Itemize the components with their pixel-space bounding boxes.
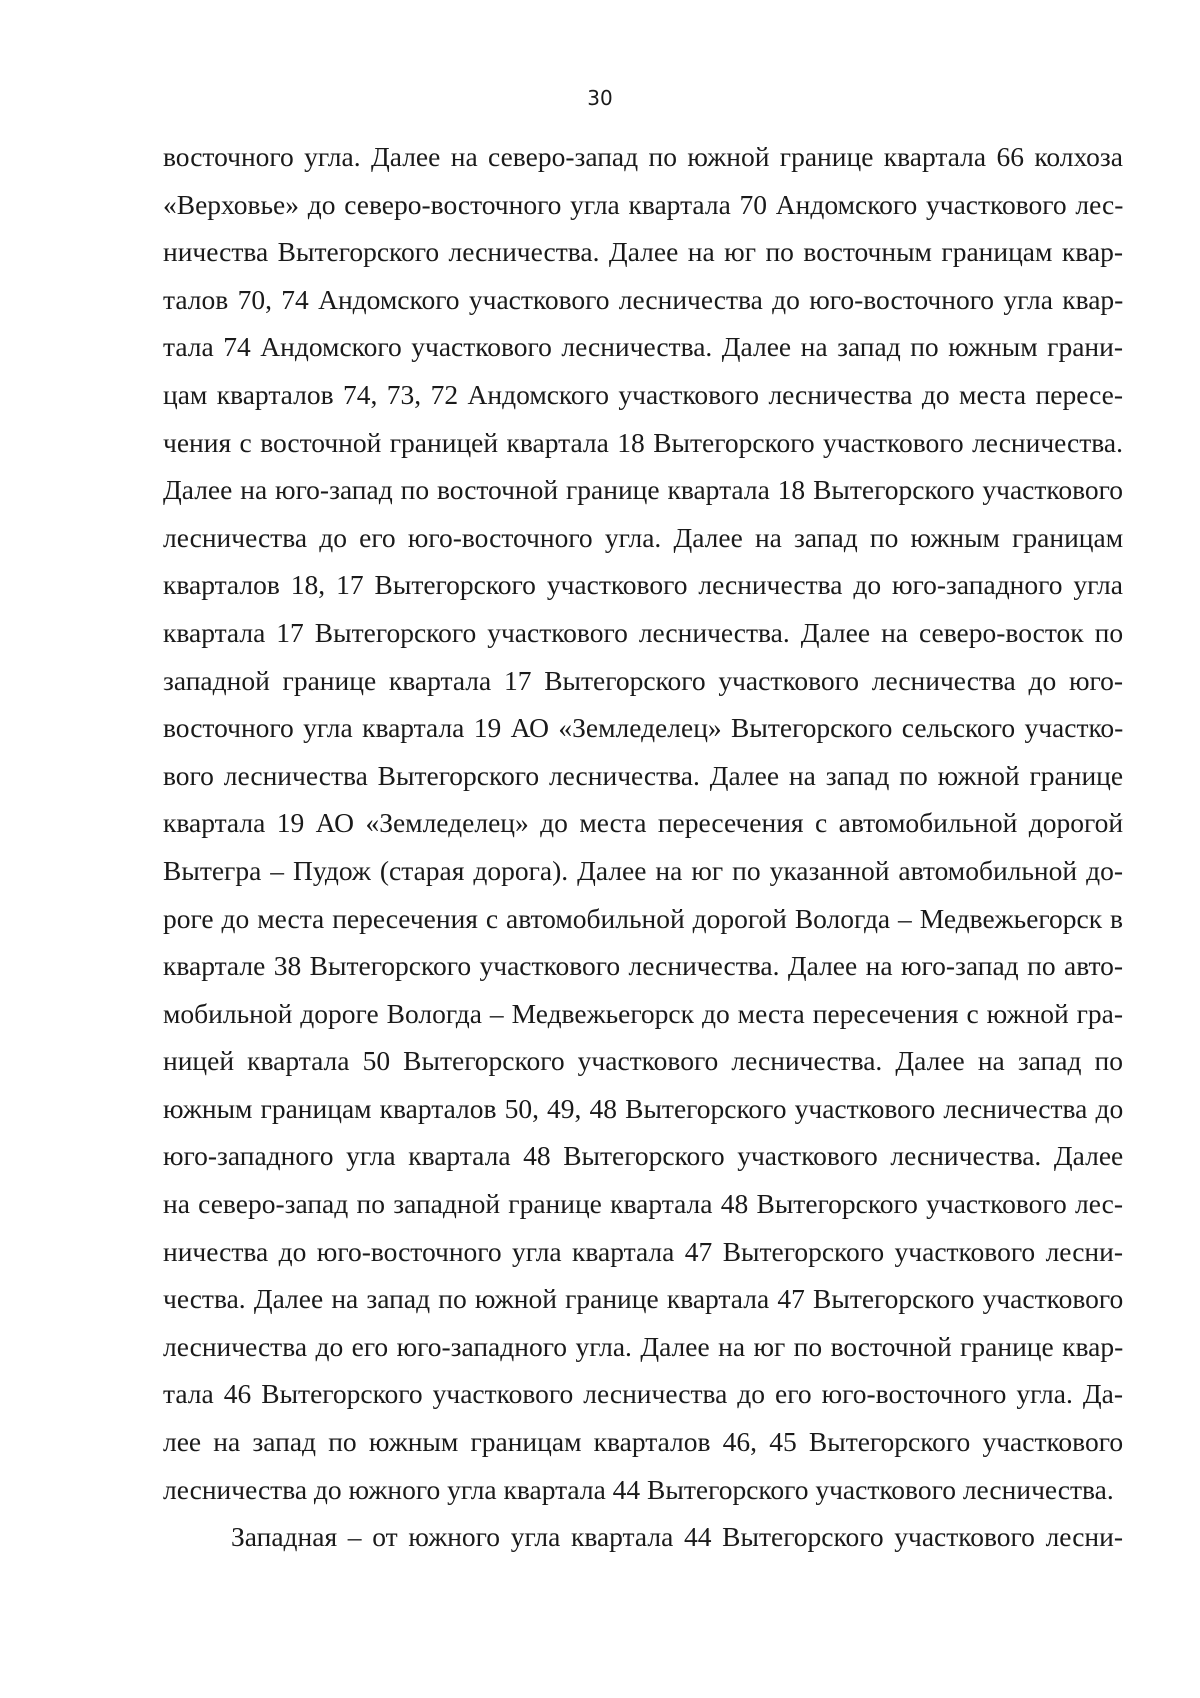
body-text	[163, 133, 1123, 1561]
text-line: западной границе квартала 17 Вытегорского участкового лесничества до юго-	[163, 664, 1124, 696]
text-line: квартала 17 Вытегорского участкового лесничества. Далее на северо-восток по	[163, 616, 1124, 648]
page-number: 30	[587, 86, 613, 110]
text-line: южным границам кварталов 50, 49, 48 Вытегорского участкового лесничества до	[163, 1092, 1124, 1124]
text-line: Далее на юго-запад по восточной границе квартала 18 Вытегорского участкового	[163, 474, 1123, 506]
text-line: чества. Далее на запад по южной границе квартала 47 Вытегорского участкового	[163, 1283, 1124, 1315]
text-line: чения с восточной границей квартала 18 Вытегорского участкового лесничества.	[163, 426, 1123, 458]
text-line: лесничества до южного угла квартала 44 Вытегорского участкового лесничества.	[163, 1473, 1114, 1505]
text-line: ничества до юго-восточного угла квартала 47 Вытегорского участкового лесни-	[163, 1235, 1123, 1267]
text-line: квартала 19 АО «Земледелец» до места пересечения с автомобильной дорогой	[163, 807, 1124, 839]
text-line: восточного угла квартала 19 АО «Земледелец» Вытегорского сельского участко-	[163, 712, 1124, 744]
text-line: ницей квартала 50 Вытегорского участкового лесничества. Далее на запад по	[163, 1045, 1124, 1077]
text-line: на северо-запад по западной границе квартала 48 Вытегорского участкового лес-	[163, 1188, 1123, 1220]
text-line: лесничества до его юго-восточного угла. Далее на запад по южным границам	[163, 521, 1124, 553]
text-line: роге до места пересечения с автомобильной дорогой Вологда – Медвежьегорск в	[163, 902, 1123, 934]
text-line: юго-западного угла квартала 48 Вытегорского участкового лесничества. Далее	[163, 1140, 1124, 1172]
text-line: кварталов 18, 17 Вытегорского участкового лесничества до юго-западного угла	[163, 569, 1123, 601]
text-line: лее на запад по южным границам кварталов 46, 45 Вытегорского участкового	[163, 1426, 1124, 1458]
text-line: тала 74 Андомского участкового лесничества. Далее на запад по южным грани-	[163, 331, 1123, 363]
text-line: мобильной дороге Вологда – Медвежьегорск до места пересечения с южной гра-	[163, 997, 1124, 1029]
text-line: тала 46 Вытегорского участкового лесничества до его юго-восточного угла. Да-	[163, 1378, 1123, 1410]
text-line: Западная – от южного угла квартала 44 Вытегорского участкового лесни-	[231, 1521, 1123, 1553]
text-line: восточного угла. Далее на северо-запад по южной границе квартала 66 колхоза	[163, 141, 1123, 172]
text-line: талов 70, 74 Андомского участкового лесничества до юго-восточного угла квар-	[163, 283, 1124, 315]
text-line: квартале 38 Вытегорского участкового лесничества. Далее на юго-запад по авто-	[163, 950, 1124, 982]
text-line: цам кварталов 74, 73, 72 Андомского участкового лесничества до места пересе-	[163, 378, 1123, 410]
text-line: «Верховье» до северо-восточного угла квартала 70 Андомского участкового лес-	[163, 188, 1124, 220]
text-line: ничества Вытегорского лесничества. Далее на юг по восточным границам квар-	[163, 236, 1123, 268]
text-line: Вытегра – Пудож (старая дорога). Далее на юг по указанной автомобильной до-	[163, 854, 1123, 886]
text-line: лесничества до его юго-западного угла. Далее на юг по восточной границе квар-	[163, 1330, 1124, 1362]
text-line: вого лесничества Вытегорского лесничества. Далее на запад по южной границе	[163, 759, 1124, 791]
